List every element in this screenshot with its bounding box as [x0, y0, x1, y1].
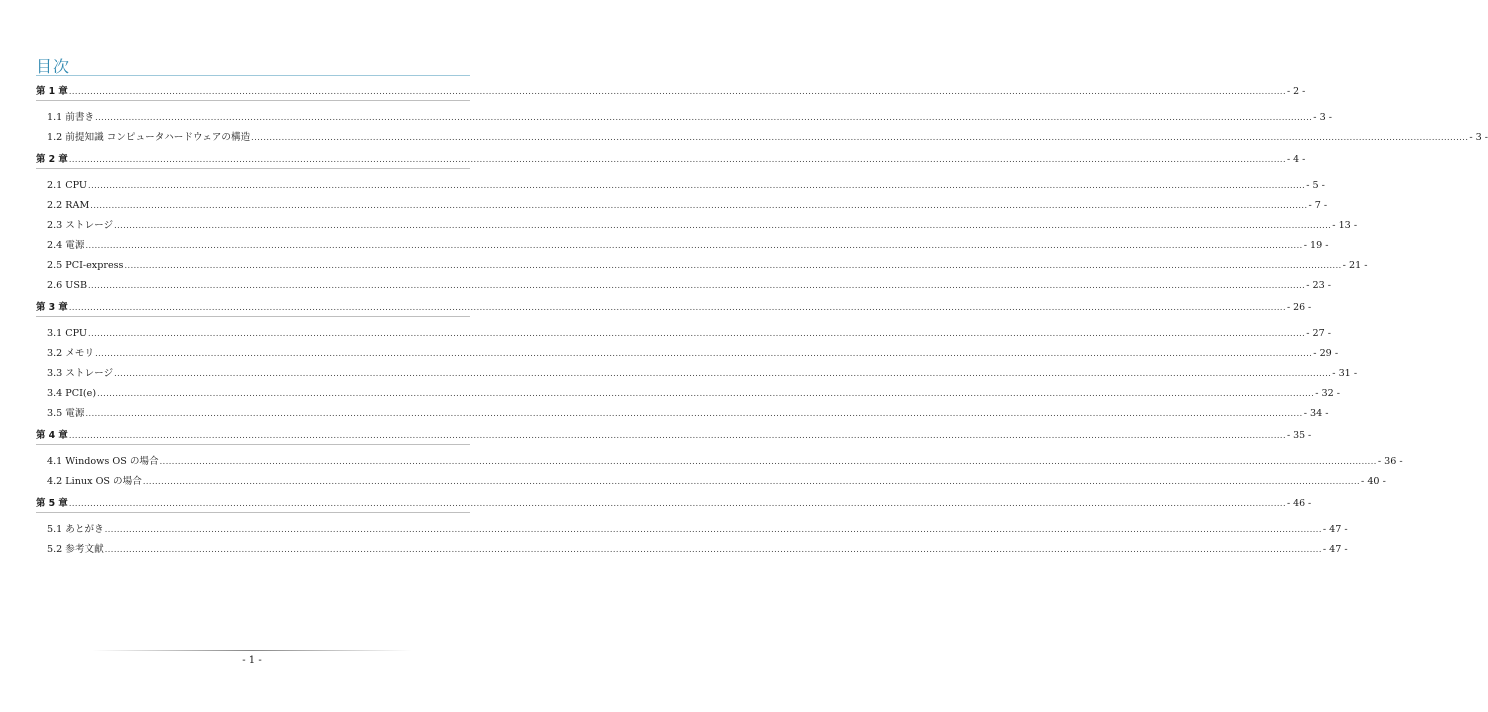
toc-entry-page: - 3 -	[1469, 132, 1488, 143]
toc-entry-page: - 47 -	[1322, 524, 1348, 535]
toc-entry-label: 1.2 前提知識 コンピュータハードウェアの構造	[47, 132, 251, 143]
dot-leader: ................................................................................................................................................................................................................................................................................................................................................................................................................	[85, 241, 1303, 250]
dot-leader: ................................................................................................................................................................................................................................................................................................................................................................................................................	[251, 133, 1469, 142]
toc-chapter-entry[interactable]	[36, 490, 1312, 512]
dot-leader: ................................................................................................................................................................................................................................................................................................................................................................................................................	[142, 477, 1361, 486]
toc-entry-page: - 3 -	[1313, 112, 1332, 123]
toc-entry-label: 4.2 Linux OS の場合	[47, 476, 142, 487]
toc-entry-label: 2.6 USB	[47, 280, 88, 291]
toc-entry-label: 第 5 章	[36, 498, 68, 509]
title-underline	[36, 75, 470, 76]
toc-entry-label: 2.2 RAM	[47, 200, 90, 211]
dot-leader: ................................................................................................................................................................................................................................................................................................................................................................................................................	[68, 155, 1286, 164]
dot-leader: ................................................................................................................................................................................................................................................................................................................................................................................................................	[159, 457, 1377, 466]
chapter-divider	[36, 100, 470, 101]
toc-entry-page: - 40 -	[1361, 476, 1386, 487]
toc-section-entry[interactable]	[36, 362, 1358, 382]
toc-section-entry[interactable]	[36, 194, 1328, 214]
toc-section-entry[interactable]	[36, 382, 1341, 402]
toc-entry-label: 第 2 章	[36, 154, 68, 165]
toc-section-entry[interactable]	[36, 402, 1329, 422]
chapter-divider	[36, 444, 470, 445]
toc-section-entry[interactable]	[36, 254, 1368, 274]
toc-title: 目次	[36, 57, 71, 76]
toc-entry-page: - 34 -	[1303, 408, 1329, 419]
toc-entry-label: 第 1 章	[36, 86, 68, 97]
toc-entry-label: 第 3 章	[36, 302, 68, 313]
toc-entry-page: - 29 -	[1313, 348, 1339, 359]
dot-leader: ................................................................................................................................................................................................................................................................................................................................................................................................................	[68, 499, 1286, 508]
page-number: - 1 -	[242, 655, 262, 666]
toc-entry-label: 3.2 メモリ	[47, 348, 95, 359]
toc-section-entry[interactable]	[36, 518, 1348, 538]
toc-entry-page: - 21 -	[1342, 260, 1368, 271]
toc-entry-label: 2.4 電源	[47, 240, 85, 251]
toc-entry-label: 2.5 PCI-express	[47, 260, 124, 271]
toc-entry-page: - 19 -	[1303, 240, 1329, 251]
toc-section-entry[interactable]	[36, 538, 1348, 558]
toc-entry-page: - 35 -	[1287, 430, 1312, 441]
toc-entry-label: 5.2 参考文献	[47, 544, 104, 555]
toc-entry-page: - 47 -	[1322, 544, 1348, 555]
toc-entry-label: 2.1 CPU	[47, 180, 88, 191]
toc-entry-label: 1.1 前書き	[47, 112, 95, 123]
toc-section-entry[interactable]	[36, 342, 1339, 362]
toc-section-entry[interactable]	[36, 126, 1488, 146]
toc-section-entry[interactable]	[36, 450, 1403, 470]
table-of-contents	[36, 78, 1488, 558]
toc-entry-label: 3.4 PCI(e)	[47, 388, 97, 399]
dot-leader: ................................................................................................................................................................................................................................................................................................................................................................................................................	[124, 261, 1342, 270]
footer-divider	[92, 650, 412, 651]
toc-entry-label: 3.1 CPU	[47, 328, 88, 339]
toc-entry-page: - 4 -	[1287, 154, 1306, 165]
dot-leader: ................................................................................................................................................................................................................................................................................................................................................................................................................	[114, 221, 1332, 230]
dot-leader: ................................................................................................................................................................................................................................................................................................................................................................................................................	[85, 409, 1303, 418]
toc-entry-label: 3.5 電源	[47, 408, 85, 419]
dot-leader: ................................................................................................................................................................................................................................................................................................................................................................................................................	[114, 369, 1332, 378]
toc-entry-page: - 2 -	[1287, 86, 1306, 97]
toc-entry-page: - 5 -	[1306, 180, 1325, 191]
chapter-divider	[36, 316, 470, 317]
toc-section-entry[interactable]	[36, 174, 1325, 194]
toc-chapter-entry[interactable]	[36, 294, 1312, 316]
toc-entry-page: - 26 -	[1287, 302, 1312, 313]
toc-section-entry[interactable]	[36, 274, 1331, 294]
dot-leader: ................................................................................................................................................................................................................................................................................................................................................................................................................	[68, 87, 1286, 96]
dot-leader: ................................................................................................................................................................................................................................................................................................................................................................................................................	[68, 431, 1286, 440]
toc-entry-label: 第 4 章	[36, 430, 68, 441]
toc-entry-label: 5.1 あとがき	[47, 524, 104, 535]
toc-entry-page: - 32 -	[1315, 388, 1341, 399]
dot-leader: ................................................................................................................................................................................................................................................................................................................................................................................................................	[88, 281, 1306, 290]
toc-entry-page: - 13 -	[1332, 220, 1358, 231]
chapter-divider	[36, 168, 470, 169]
toc-entry-page: - 46 -	[1287, 498, 1312, 509]
toc-entry-page: - 31 -	[1332, 368, 1358, 379]
dot-leader: ................................................................................................................................................................................................................................................................................................................................................................................................................	[68, 303, 1286, 312]
toc-entry-page: - 27 -	[1306, 328, 1332, 339]
toc-section-entry[interactable]	[36, 470, 1386, 490]
toc-section-entry[interactable]	[36, 322, 1332, 342]
toc-chapter-entry[interactable]	[36, 422, 1312, 444]
toc-chapter-entry[interactable]	[36, 78, 1306, 100]
toc-section-entry[interactable]	[36, 214, 1358, 234]
toc-entry-page: - 36 -	[1377, 456, 1403, 467]
toc-section-entry[interactable]	[36, 106, 1332, 126]
dot-leader: ................................................................................................................................................................................................................................................................................................................................................................................................................	[88, 329, 1306, 338]
dot-leader: ................................................................................................................................................................................................................................................................................................................................................................................................................	[104, 525, 1322, 534]
dot-leader: ................................................................................................................................................................................................................................................................................................................................................................................................................	[95, 349, 1313, 358]
toc-entry-page: - 7 -	[1308, 200, 1328, 211]
dot-leader: ................................................................................................................................................................................................................................................................................................................................................................................................................	[104, 545, 1322, 554]
toc-entry-label: 4.1 Windows OS の場合	[47, 456, 159, 467]
dot-leader: ................................................................................................................................................................................................................................................................................................................................................................................................................	[95, 113, 1313, 122]
dot-leader: ................................................................................................................................................................................................................................................................................................................................................................................................................	[90, 201, 1308, 210]
toc-section-entry[interactable]	[36, 234, 1329, 254]
toc-chapter-entry[interactable]	[36, 146, 1306, 168]
toc-entry-page: - 23 -	[1306, 280, 1331, 291]
dot-leader: ................................................................................................................................................................................................................................................................................................................................................................................................................	[97, 389, 1315, 398]
dot-leader: ................................................................................................................................................................................................................................................................................................................................................................................................................	[88, 181, 1306, 190]
toc-entry-label: 2.3 ストレージ	[47, 220, 114, 231]
toc-entry-label: 3.3 ストレージ	[47, 368, 114, 379]
chapter-divider	[36, 512, 470, 513]
